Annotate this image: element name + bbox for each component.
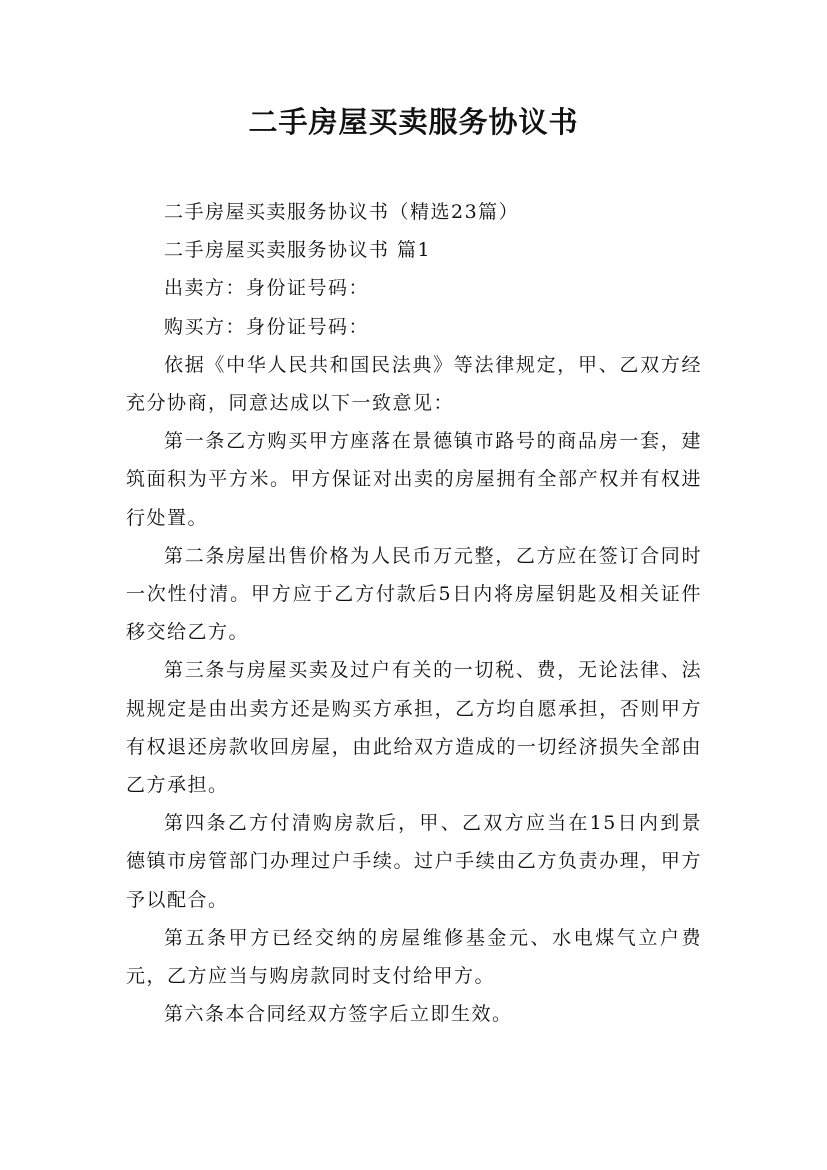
paragraph-buyer: 购买方：身份证号码： [164,315,370,338]
document-title: 二手房屋买卖服务协议书 [248,105,579,139]
paragraph-article-6: 第六条本合同经双方签字后立即生效。 [164,1003,513,1026]
paragraph-article-3: 第三条与房屋买卖及过户有关的一切税、费，无论法律、法规规定是由出卖方还是购买方承担，乙方均自愿承担，否则甲方有权退还房款收回房屋，由此给双方造成的一切经济损失全部由乙方承担。 [126,659,702,797]
document-body [126,193,702,1033]
paragraph-article-4: 第四条乙方付清购房款后，甲、乙双方应当在15日内到景德镇市房管部门办理过户手续。过户手续由乙方负责办理，甲方予以配合。 [126,812,702,911]
paragraph-article-2: 第二条房屋出售价格为人民币万元整，乙方应在签订合同时一次性付清。甲方应于乙方付款后5日内将房屋钥匙及相关证件移交给乙方。 [126,544,702,644]
paragraph-collection-heading: 二手房屋买卖服务协议书（精选23篇） [164,201,520,223]
paragraph-article-1: 第一条乙方购买甲方座落在景德镇市路号的商品房一套，建筑面积为平方米。甲方保证对出卖的房屋拥有全部产权并有权进行处置。 [126,430,702,529]
paragraph-article-5: 第五条甲方已经交纳的房屋维修基金元、水电煤气立户费元，乙方应当与购房款同时支付给甲方。 [126,926,702,988]
paragraph-section-heading: 二手房屋买卖服务协议书 篇1 [164,239,432,262]
paragraph-seller: 出卖方：身份证号码： [164,277,370,300]
paragraph-preamble: 依据《中华人民共和国民法典》等法律规定，甲、乙双方经充分协商，同意达成以下一致意见： [126,353,702,415]
